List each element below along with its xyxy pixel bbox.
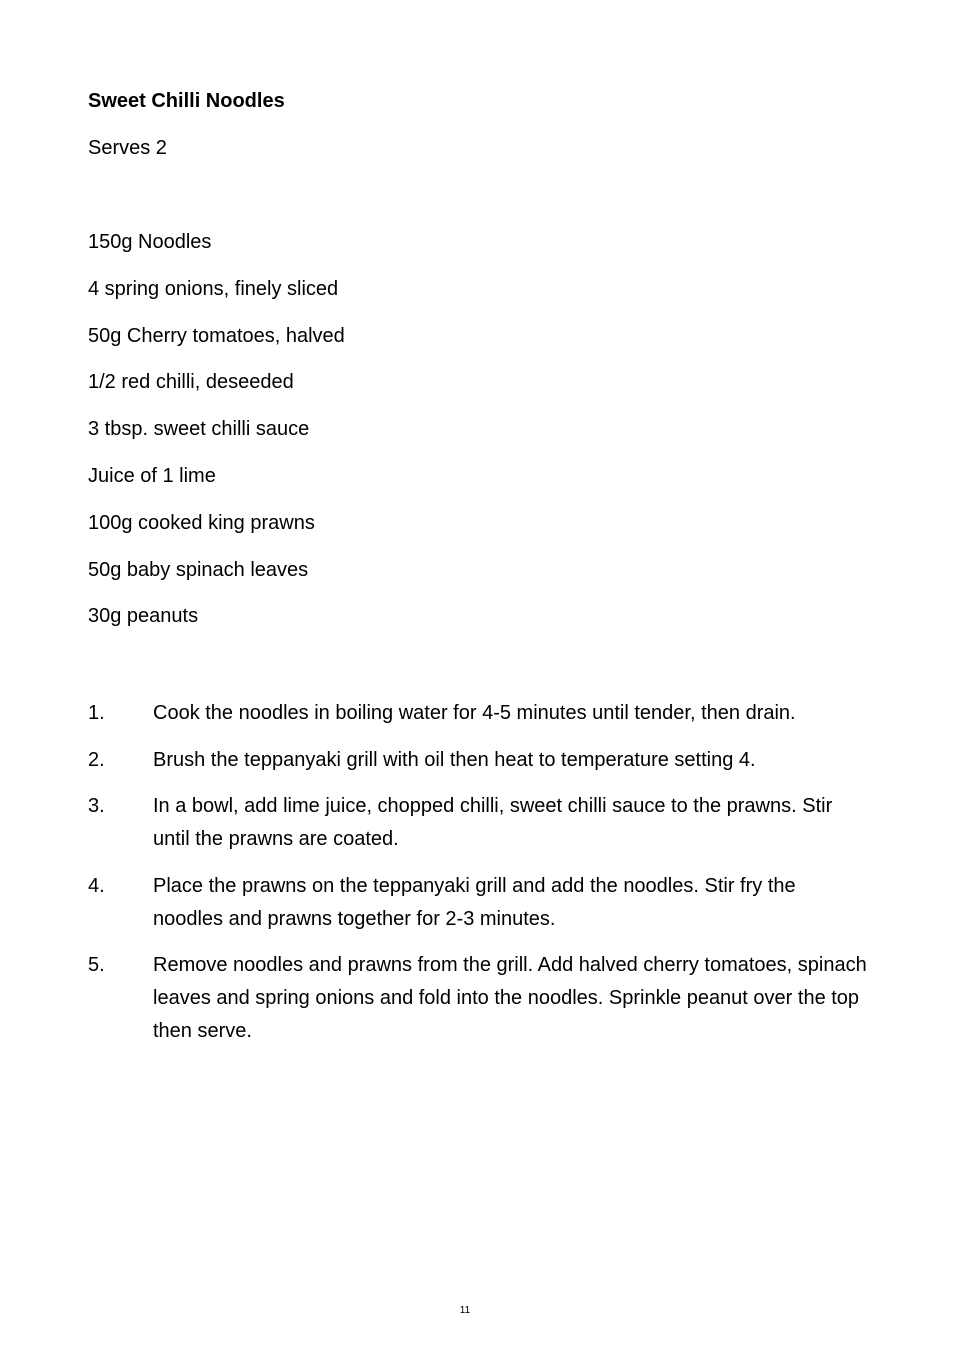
step-text: Place the prawns on the teppanyaki grill and add the noodles. Stir fry the noodles and prawns together for 2-3 minutes. [153, 874, 796, 930]
ingredient-item: 100g cooked king prawns [88, 511, 315, 534]
ingredient-item: 3 tbsp. sweet chilli sauce [88, 418, 310, 441]
step-text: Brush the teppanyaki grill with oil then heat to temperature setting 4. [153, 748, 756, 771]
ingredient-item: 4 spring onions, finely sliced [88, 277, 339, 300]
ingredient-item: 1/2 red chilli, deseeded [88, 371, 294, 394]
ingredient-item: Juice of 1 lime [88, 464, 216, 487]
step-number: 4. [88, 874, 105, 897]
method-step [88, 744, 868, 777]
ingredient-item: 150g Noodles [88, 231, 212, 253]
method-steps [88, 697, 868, 1062]
ingredient-item: 30g peanuts [88, 605, 199, 628]
method-step [88, 870, 868, 936]
recipe-title: Sweet Chilli Noodles [88, 90, 285, 112]
step-number: 3. [88, 795, 105, 817]
page-number: 11 [459, 1305, 471, 1316]
step-number: 2. [88, 748, 105, 771]
step-text: In a bowl, add lime juice, chopped chilli, sweet chilli sauce to the prawns. Stir until the prawns are coated. [153, 795, 833, 850]
method-step [88, 949, 868, 1048]
method-step [88, 697, 868, 730]
step-text: Cook the noodles in boiling water for 4-5 minutes until tender, then drain. [153, 702, 796, 724]
step-number: 1. [88, 702, 105, 724]
ingredient-list [88, 230, 345, 651]
step-text: Remove noodles and prawns from the grill. Add halved cherry tomatoes, spinach leaves and spring onions and fold into the noodles. Sprinkle peanut over the top then serve. [153, 954, 867, 1042]
ingredient-item: 50g baby spinach leaves [88, 558, 309, 581]
method-step [88, 790, 868, 856]
ingredient-item: 50g Cherry tomatoes, halved [88, 324, 345, 347]
recipe-serves: Serves 2 [88, 137, 167, 159]
step-number: 5. [88, 954, 105, 976]
